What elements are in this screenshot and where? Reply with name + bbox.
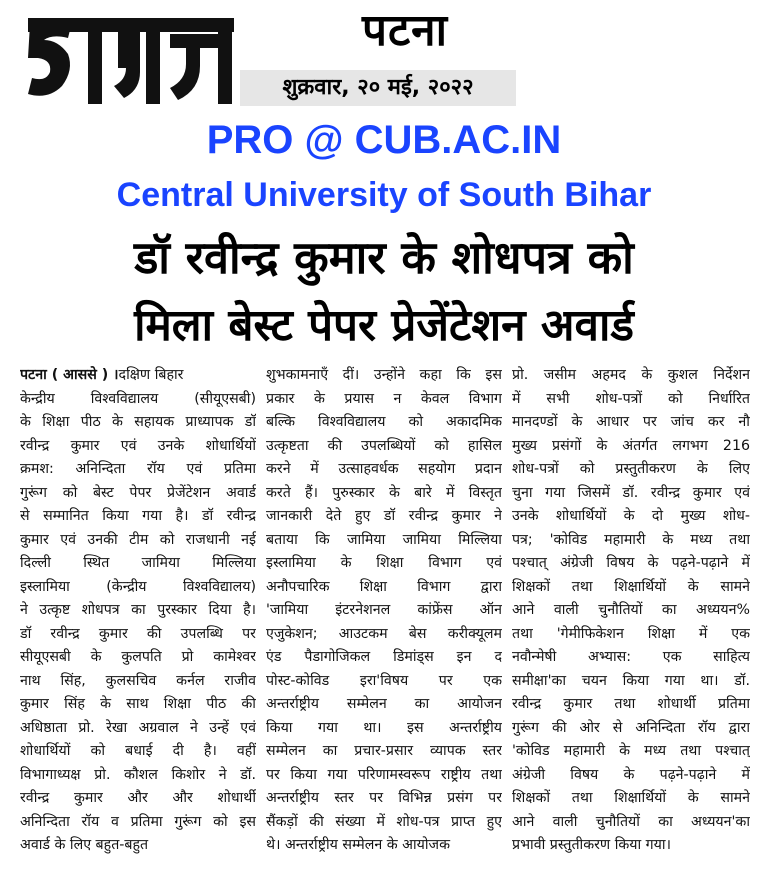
newspaper-logo-art (22, 10, 238, 116)
column-line: अन्तर्राष्ट्रीय स्तर पर विभिन्न प्रसंग पर (266, 790, 502, 806)
column-line: विभागाध्यक्ष प्रो. कौशल किशोर ने डॉ. (20, 766, 256, 783)
column-line: नाथ सिंह, कुलसचिव कर्नल राजीव (20, 672, 256, 689)
column-line: ने उत्कृष्ट शोधपत्र का पुरस्कार दिया है। (20, 602, 256, 618)
column-line: रवीन्द्र कुमार तथा शोधार्थी प्रतिमा (512, 696, 750, 712)
article-column-1 (20, 364, 256, 858)
column-line: पश्चात् अंग्रेजी विषय के पढ़ने-पढ़ाने में (512, 555, 750, 571)
column-line: प्रो. जसीम अहमद के कुशल निर्देशन (512, 367, 750, 383)
university-name: Central University of South Bihar (116, 176, 652, 214)
column-line: बताया कि जामिया जामिया मिल्लिया (266, 531, 502, 548)
column-line: कुमार एवं उनकी टीम को राजधानी नई (20, 531, 256, 548)
column-line: से सम्मानित किया गया है। डॉ रवीन्द्र (20, 508, 256, 524)
column-line: सम्मेलन का प्रचार-प्रसार व्यापक स्तर (266, 743, 502, 759)
column-line: बल्कि विश्वविद्यालय को अकादमिक (266, 414, 502, 430)
column-line: में सभी शोध-पत्रों को निर्धारित (512, 390, 750, 407)
column-line: शिक्षकों तथा शिक्षार्थियों के सामने (512, 790, 750, 806)
column-line: पत्र; 'कोविड महामारी के मध्य तथा (512, 531, 750, 548)
column-line: जानकारी देते हुए डॉ रवीन्द्र कुमार ने (266, 508, 502, 524)
column-line: अन्तर्राष्ट्रीय सम्मेलन का आयोजन (266, 696, 502, 712)
column-line: एजुकेशन; आउटकम बेस करीक्यूलम (266, 625, 502, 642)
column-line: शिक्षकों तथा शिक्षार्थियों के सामने (512, 578, 750, 595)
column-line: डॉ रवीन्द्र कुमार की उपलब्धि पर (20, 625, 256, 642)
column-line: सैंकड़ों की संख्या में शोध-पत्र प्राप्त हुए (266, 813, 502, 830)
column-line: समीक्षा'का चयन किया गया था। डॉ. (512, 672, 750, 689)
column-line: चुना गया जिसमें डॉ. रवीन्द्र कुमार एवं (512, 484, 750, 501)
column-line: गुरूंग की ओर से अनिन्दिता रॉय द्वारा (512, 719, 750, 736)
column-line: इस्लामिया के शिक्षा विभाग एवं (266, 555, 502, 571)
column-line: करने में उत्साहवर्धक सहयोग प्रदान (266, 461, 502, 477)
newspaper-logo (22, 10, 238, 116)
column-line: पर किया गया परिणामस्वरूप राष्ट्रीय तथा (266, 766, 502, 783)
column-line: अधिष्ठाता प्रो. रेखा अग्रवाल ने उन्हें एवं (20, 719, 256, 736)
column-line: मुख्य प्रसंगों के अंतर्गत लगभग 216 (512, 437, 750, 454)
column-line: शोध-पत्रों को प्रस्तुतीकरण के लिए (512, 461, 750, 477)
column-line: उत्कृष्टता की उपलब्धियों को हासिल (266, 437, 502, 454)
column-line: थे। अन्तर्राष्ट्रीय सम्मेलन के आयोजक (266, 837, 450, 853)
column-line: प्रभावी प्रस्तुतीकरण किया गया। (512, 837, 671, 853)
column-line: क्रमश: अनिन्दिता रॉय एवं प्रतिमा (20, 461, 256, 477)
column-line: उनके शोधार्थियों के दो मुख्य शोध- (512, 508, 750, 524)
headline-line-2: मिला बेस्ट पेपर प्रेजेंटेशन अवार्ड (134, 300, 634, 351)
column-line: आने वाली चुनौतियों का अध्ययन'का (512, 813, 750, 830)
column-line: अवार्ड के लिए बहुत-बहुत (20, 837, 149, 853)
column-line: करते हैं। पुरुस्कार के बारे में विस्तृत (266, 484, 502, 501)
column-line: दिल्ली स्थित जामिया मिल्लिया (20, 555, 256, 571)
column-line: सीयूएसबी के कुलपति प्रो कामेश्वर (20, 649, 256, 665)
column-line: गुरूंग को बेस्ट पेपर प्रेजेंटेशन अवार्ड (20, 484, 256, 501)
column-line: आने वाली चुनौतियों का अध्ययन% (512, 602, 750, 618)
article-column-2 (266, 364, 502, 858)
column-line: के शिक्षा पीठ के सहायक प्राध्यापक डॉ (20, 414, 256, 430)
publication-date: शुक्रवार, २० मई, २०२२ (240, 70, 516, 106)
column-line: अनौपचारिक शिक्षा विभाग द्वारा (266, 578, 502, 595)
edition-city: पटना (362, 5, 448, 56)
column-line: 'कोविड महामारी के मध्य तथा पश्चात् (512, 743, 750, 759)
column-line: एंड पैडागोजिकल डिमांड्स इन द (266, 649, 502, 665)
column-line: मानदण्डों के आधार पर जांच कर नौ (512, 414, 750, 430)
column-line: पोस्ट-कोविड इरा'विषय पर एक (266, 672, 502, 689)
column-line: इस्लामिया (केन्द्रीय विश्वविद्यालय) (20, 578, 256, 595)
headline-line-1: डॉ रवीन्द्र कुमार के शोधपत्र को (134, 231, 634, 284)
column-line: रवीन्द्र कुमार और और शोधार्थी (20, 790, 256, 806)
column-line: किया गया था। इस अन्तर्राष्ट्रीय (266, 719, 502, 736)
column-line (20, 364, 256, 388)
column-line: प्रकार के प्रयास न केवल विभाग (266, 390, 502, 407)
article-column-3 (512, 364, 750, 858)
column-line: अनिन्दिता रॉय व प्रतिमा गुरूंग को इस (20, 813, 256, 830)
article-dateline: पटना ( आससे ) । (20, 367, 119, 383)
column-line: नवौन्मेषी अभ्यास: एक साहित्य (512, 649, 750, 665)
column-line: शुभकामनाएँ दीं। उन्होंने कहा कि इस (266, 367, 502, 383)
column-line: तथा 'गेमीफिकेशन शिक्षा में एक (512, 625, 750, 642)
column-line: केन्द्रीय विश्वविद्यालय (सीयूएसबी) (20, 390, 256, 407)
column-line: कुमार सिंह के साथ शिक्षा पीठ की (20, 696, 256, 712)
column-line: शोधार्थियों को बधाई दी है। वहीं (20, 743, 256, 759)
column-line-text: दक्षिण बिहार (118, 367, 184, 383)
pro-email: PRO @ CUB.AC.IN (206, 118, 562, 162)
column-line: रवीन्द्र कुमार एवं उनके शोधार्थियों (20, 437, 256, 454)
column-line: अंग्रेजी विषय के पढ़ने-पढ़ाने में (512, 766, 750, 783)
column-line: 'जामिया इंटरनेशनल कांफ्रेंस ऑन (266, 602, 502, 618)
